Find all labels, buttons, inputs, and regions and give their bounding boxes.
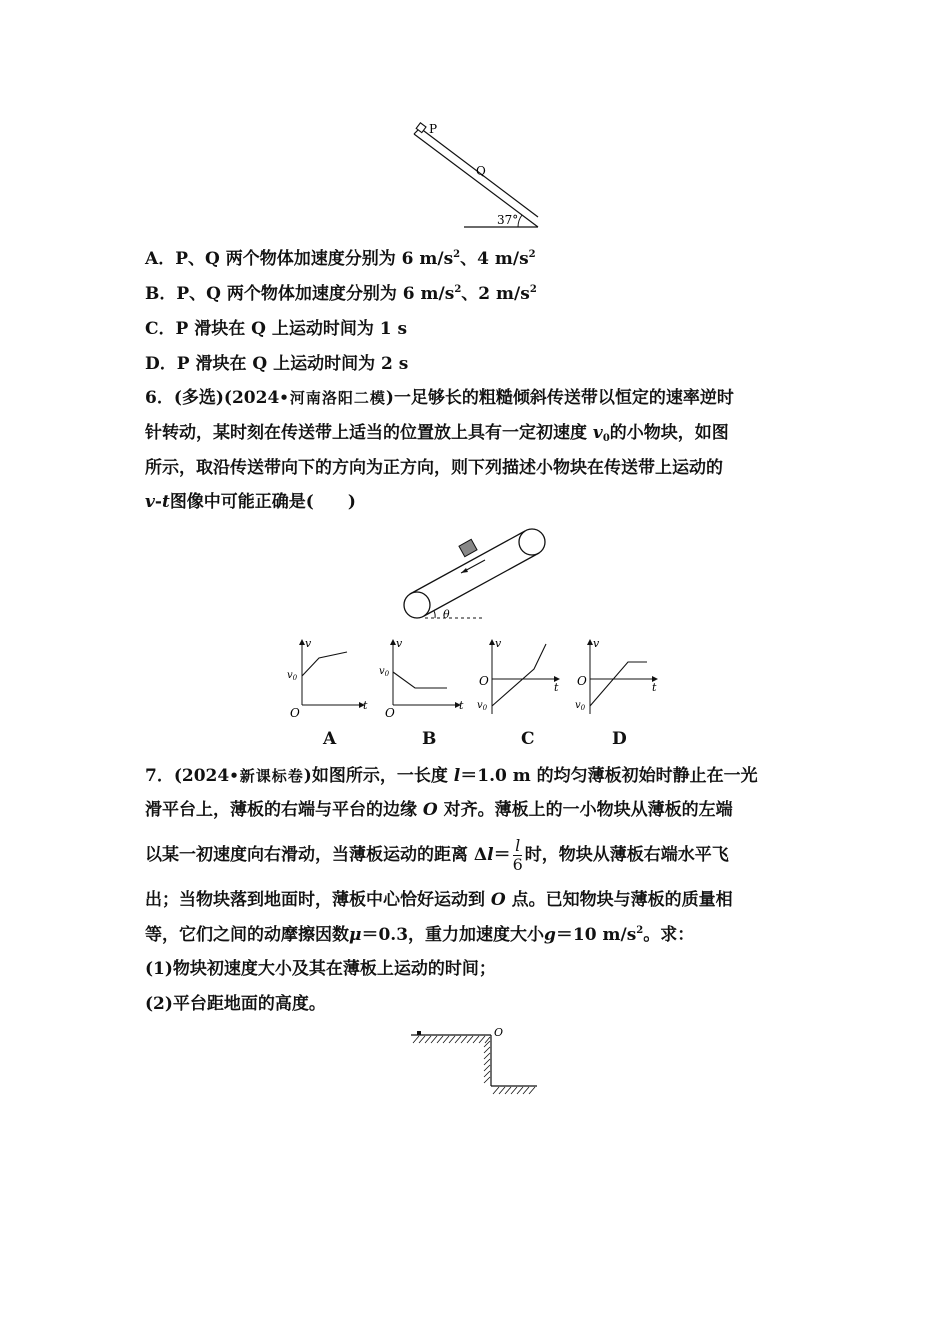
vt-curve [590, 662, 647, 706]
label-origin: O [577, 674, 587, 688]
arrow-head [461, 568, 468, 573]
graph-label-d: D [612, 729, 627, 749]
q7-line-1: 7．(2024•新课标卷)如图所示，一长度 l＝1.0 m 的均匀薄板初始时静止在一光 [145, 766, 758, 786]
label-p: P [429, 122, 438, 136]
belt-top [410, 531, 525, 594]
label-origin: O [479, 674, 489, 688]
q7-subquestion-2: (2)平台距地面的高度。 [145, 994, 326, 1014]
q7-line-5: 等，它们之间的动摩擦因数μ＝0.3，重力加速度大小g＝10 $m/s^2$。求： [145, 925, 695, 945]
incline-figure [400, 118, 550, 233]
label-v: v [305, 637, 312, 650]
small-block [417, 1031, 421, 1035]
label-t: t [363, 699, 368, 712]
label-v0: $v_0$ [287, 670, 298, 682]
q6-line-2: 针转动，某时刻在传送带上适当的位置放上具有一定初速度 $v_0$的小物块，如图 [145, 423, 729, 444]
label-v: v [593, 637, 600, 650]
graph-label-b: B [422, 729, 437, 749]
label-v0: $v_0$ [477, 700, 488, 712]
lower-roller [404, 592, 430, 618]
option-b: B．P、Q 两个物体加速度分别为 6 $m/s^2$、2 $m/s^2$ [145, 284, 537, 304]
q6-line-1: 6．(多选)(2024•河南洛阳二模)一足够长的粗糙倾斜传送带以恒定的速率逆时 [145, 388, 734, 408]
block [459, 539, 477, 556]
option-c: C．P 滑块在 Q 上运动时间为 1 s [145, 319, 408, 339]
label-angle: 37° [497, 213, 519, 227]
label-v0: $v_0$ [379, 666, 390, 678]
label-t: t [554, 681, 559, 694]
label-origin: O [290, 706, 300, 720]
platform-figure [405, 1025, 545, 1097]
ground-hatching [493, 1087, 535, 1094]
vt-graph-c [476, 632, 566, 722]
option-d: D．P 滑块在 Q 上运动时间为 2 s [145, 354, 409, 374]
label-v: v [396, 637, 403, 650]
label-t: t [652, 681, 657, 694]
incline-surface [414, 134, 538, 227]
platform-hatching [413, 1036, 490, 1043]
vt-curve [393, 672, 447, 688]
label-v0: $v_0$ [575, 700, 586, 712]
label-theta: θ [443, 608, 450, 621]
angle-arc [518, 215, 522, 227]
theta-arc [434, 611, 435, 618]
vt-curve [492, 644, 546, 706]
graph-label-c: C [521, 729, 535, 749]
vt-graph-b [377, 632, 467, 722]
label-v: v [495, 637, 502, 650]
q7-line-2: 滑平台上，薄板的右端与平台的边缘 O 对齐。薄板上的一小物块从薄板的左端 [145, 800, 733, 820]
label-q: Q [476, 164, 486, 178]
label-t: t [459, 699, 464, 712]
upper-roller [519, 529, 545, 555]
fraction-l-over-6: $\frac{l}{6}$ [512, 836, 523, 874]
graph-label-a: A [323, 729, 337, 749]
vt-graph-a [285, 632, 370, 722]
label-origin: O [385, 706, 395, 720]
vt-graph-d [574, 632, 664, 722]
option-a: A．P、Q 两个物体加速度分别为 6 $m/s^2$、4 $m/s^2$ [145, 249, 536, 269]
vt-curve [302, 652, 347, 676]
q6-line-4: v-t图像中可能正确是( ) [145, 492, 356, 512]
q7-line-4: 出；当物块落到地面时，薄板中心恰好运动到 O 点。已知物块与薄板的质量相 [145, 890, 733, 910]
label-o: O [494, 1026, 504, 1039]
conveyor-figure [395, 522, 560, 624]
q7-subquestion-1: (1)物块初速度大小及其在薄板上运动的时间； [145, 959, 496, 979]
q7-line-3: 以某一初速度向右滑动，当薄板运动的距离 Δl＝ $\frac{l}{6}$ 时，物块从薄板右端水平飞 [145, 836, 729, 874]
wall-hatching [484, 1041, 490, 1083]
q6-line-3: 所示，取沿传送带向下的方向为正方向，则下列描述小物块在传送带上运动的 [145, 458, 723, 478]
